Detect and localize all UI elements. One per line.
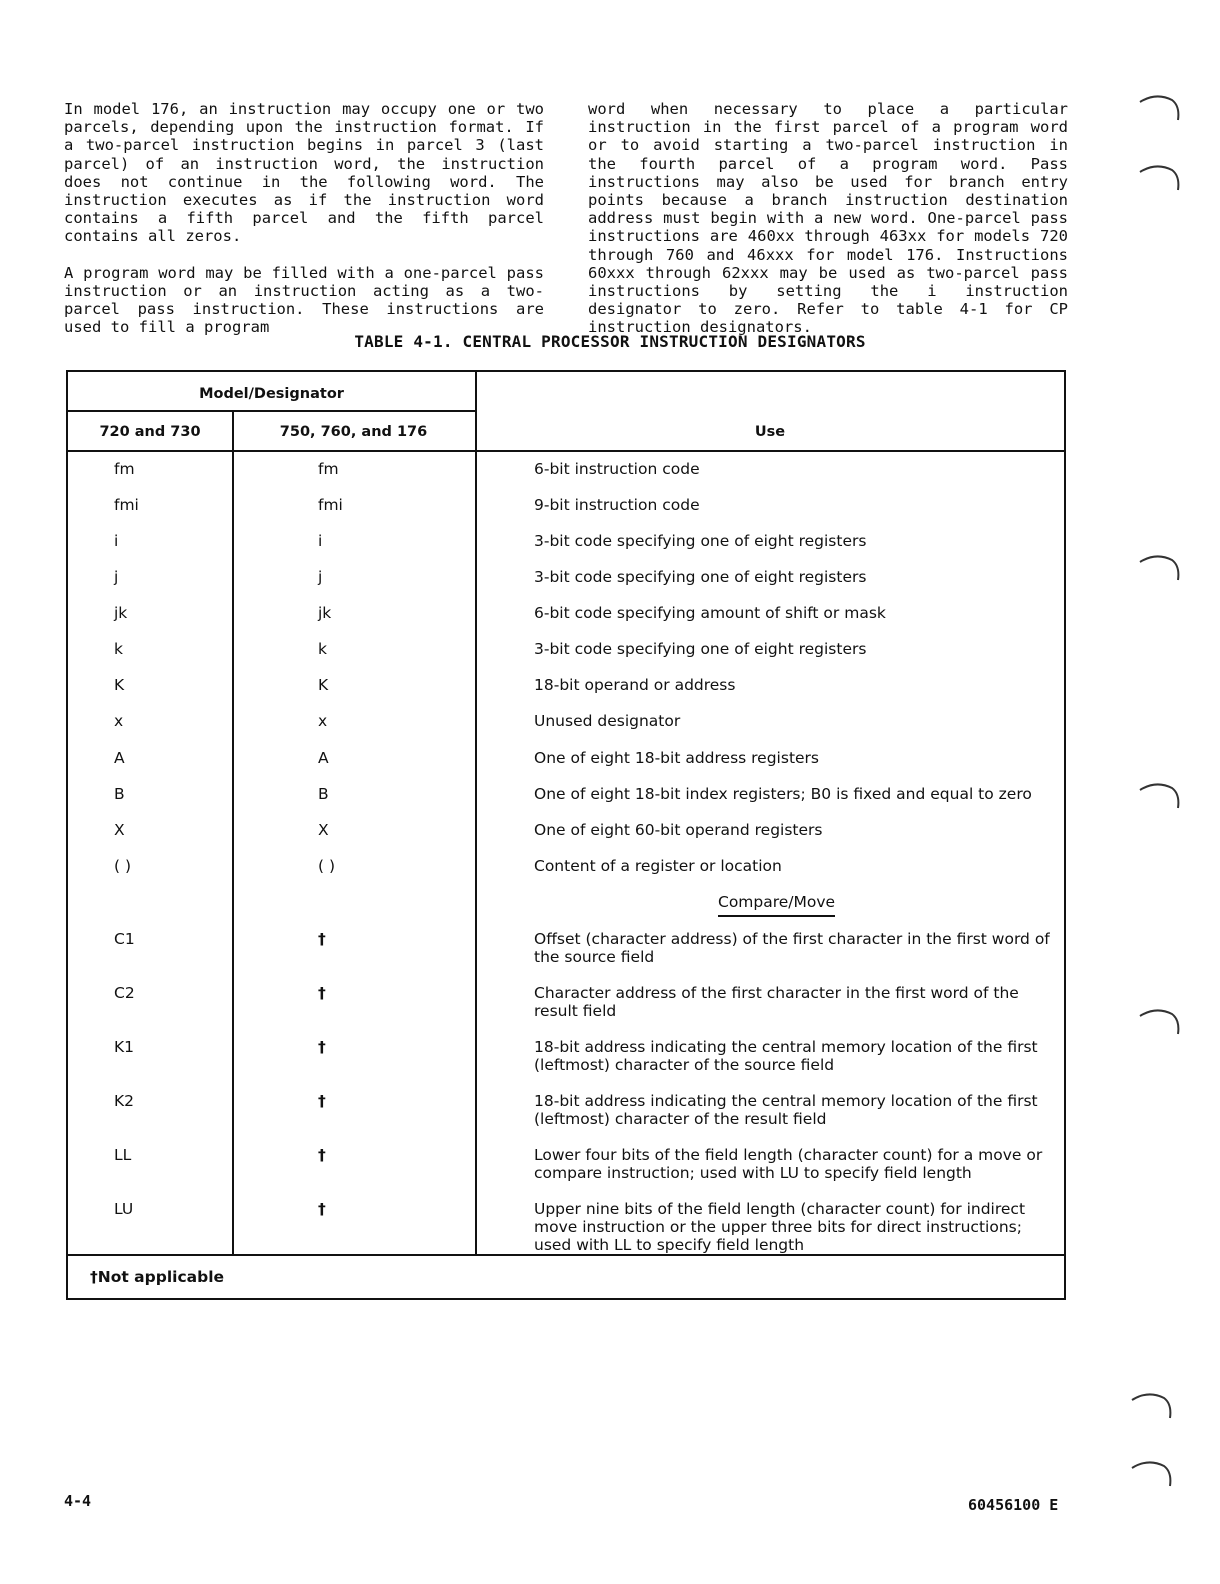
page-number: 4-4 <box>64 1492 92 1510</box>
punch-hole-mark-icon <box>1138 1006 1182 1036</box>
designator-use: 18-bit address indicating the central memory location of the first (leftmost) character of the result field <box>534 1092 1038 1128</box>
designator-720-730: A <box>114 749 125 767</box>
designator-750-760-176: † <box>318 1092 326 1110</box>
designator-use: One of eight 60-bit operand registers <box>534 821 823 839</box>
designator-750-760-176: K <box>318 676 329 694</box>
punch-hole-mark-icon <box>1130 1390 1174 1420</box>
header-divider <box>68 450 1064 452</box>
designator-720-730: K2 <box>114 1092 135 1110</box>
col-header-use: Use <box>754 424 786 440</box>
designator-720-730: k <box>114 640 123 658</box>
designator-use: Upper nine bits of the field length (character count) for indirect move instruction or the upper three bits for direct instructions; used with LL to specify field length <box>534 1200 1026 1254</box>
designator-720-730: X <box>114 821 125 839</box>
designator-750-760-176: i <box>318 532 323 550</box>
designator-750-760-176: ( ) <box>318 857 336 875</box>
footnote-text: Not applicable <box>97 1268 225 1286</box>
column-divider-2 <box>475 372 477 1256</box>
designator-750-760-176: fmi <box>318 496 343 514</box>
designator-720-730: K <box>114 676 125 694</box>
col-header-720-730: 720 and 730 <box>99 424 201 440</box>
footnote-dagger: † <box>90 1268 98 1286</box>
table-title: TABLE 4-1. CENTRAL PROCESSOR INSTRUCTION DESIGNATORS <box>354 332 866 351</box>
designator-720-730: fmi <box>114 496 139 514</box>
designator-750-760-176: B <box>318 785 329 803</box>
group-header: Model/Designator <box>199 386 344 402</box>
designator-use: Offset (character address) of the first character in the first word of the source field <box>534 930 1050 966</box>
designator-750-760-176: k <box>318 640 327 658</box>
designator-use: One of eight 18-bit index registers; B0 is fixed and equal to zero <box>534 785 1032 803</box>
designator-750-760-176: x <box>318 712 328 730</box>
designator-use: Content of a register or location <box>534 857 782 875</box>
document-number: 60456100 E <box>968 1496 1059 1514</box>
col-header-750-760-176: 750, 760, and 176 <box>279 424 428 440</box>
designator-use: One of eight 18-bit address registers <box>534 749 820 767</box>
table-footnote <box>90 1268 224 1286</box>
intro-paragraph-2: A program word may be filled with a one-parcel pass instruction or an instruction acting as a two-parcel pass instruction. These instructions are used to fill a program <box>64 263 544 337</box>
designator-use: 3-bit code specifying one of eight registers <box>534 568 867 586</box>
designator-750-760-176: † <box>318 1146 326 1164</box>
designator-720-730: K1 <box>114 1038 135 1056</box>
punch-hole-mark-icon <box>1130 1458 1174 1488</box>
designator-use: 3-bit code specifying one of eight registers <box>534 532 867 550</box>
designator-use: 9-bit instruction code <box>534 496 700 514</box>
designator-use: 6-bit instruction code <box>534 460 700 478</box>
designator-750-760-176: † <box>318 984 326 1002</box>
designator-750-760-176: jk <box>318 604 332 622</box>
designator-use: 18-bit address indicating the central memory location of the first (leftmost) character of the source field <box>534 1038 1038 1074</box>
intro-right-column <box>588 100 1068 355</box>
designator-750-760-176: † <box>318 1200 326 1218</box>
designator-720-730: jk <box>114 604 128 622</box>
designator-720-730: C2 <box>114 984 135 1002</box>
designator-750-760-176: fm <box>318 460 339 478</box>
punch-hole-mark-icon <box>1138 552 1182 582</box>
footnote-divider <box>68 1254 1064 1256</box>
designator-720-730: x <box>114 712 124 730</box>
intro-paragraph-3: word when necessary to place a particular instruction in the first parcel of a program word or to avoid starting a two-parcel instruction in the fourth parcel of a program word. Pass instructions may also be used for branch entry points because a branch instruction destination address must begin with a new word. One-parcel pass instructions are 460xx through 463xx for models 720 through 760 and 46xxx for model 176. Instructions 60xxx through 62xxx may be used as two-parcel pass instructions by setting the i instruction designator to zero. Refer to table 4-1 for CP instruction designators. <box>588 100 1068 337</box>
designator-720-730: i <box>114 532 119 550</box>
designator-use: 18-bit operand or address <box>534 676 736 694</box>
column-divider-1 <box>232 412 234 1256</box>
designator-use: Lower four bits of the field length (character count) for a move or compare instruction; used with LU to specify field length <box>534 1146 1043 1182</box>
designator-750-760-176: † <box>318 1038 326 1056</box>
designator-use: 3-bit code specifying one of eight registers <box>534 640 867 658</box>
designator-750-760-176: A <box>318 749 329 767</box>
designator-720-730: LL <box>114 1146 132 1164</box>
designator-720-730: j <box>114 568 119 586</box>
designator-use: Character address of the first character in the first word of the result field <box>534 984 1019 1020</box>
designator-720-730: LU <box>114 1200 134 1218</box>
designator-table <box>66 370 1066 1300</box>
designator-750-760-176: j <box>318 568 323 586</box>
punch-hole-mark-icon <box>1138 92 1182 122</box>
group-header-divider <box>68 410 475 412</box>
designator-720-730: C1 <box>114 930 135 948</box>
designator-720-730: B <box>114 785 125 803</box>
intro-left-column <box>64 100 544 354</box>
designator-use: 6-bit code specifying amount of shift or mask <box>534 604 886 622</box>
designator-720-730: ( ) <box>114 857 132 875</box>
designator-750-760-176: X <box>318 821 329 839</box>
designator-use: Unused designator <box>534 712 681 730</box>
compare-move-subheader: Compare/Move <box>718 893 835 917</box>
designator-720-730: fm <box>114 460 135 478</box>
designator-750-760-176: † <box>318 930 326 948</box>
punch-hole-mark-icon <box>1138 162 1182 192</box>
intro-paragraph-1: In model 176, an instruction may occupy one or two parcels, depending upon the instruction format. If a two-parcel instruction begins in parcel 3 (last parcel) of an instruction word, the instruction does not continue in the following word. The instruction executes as if the instruction word contains a fifth parcel and the fifth parcel contains all zeros. <box>64 100 544 246</box>
punch-hole-mark-icon <box>1138 780 1182 810</box>
